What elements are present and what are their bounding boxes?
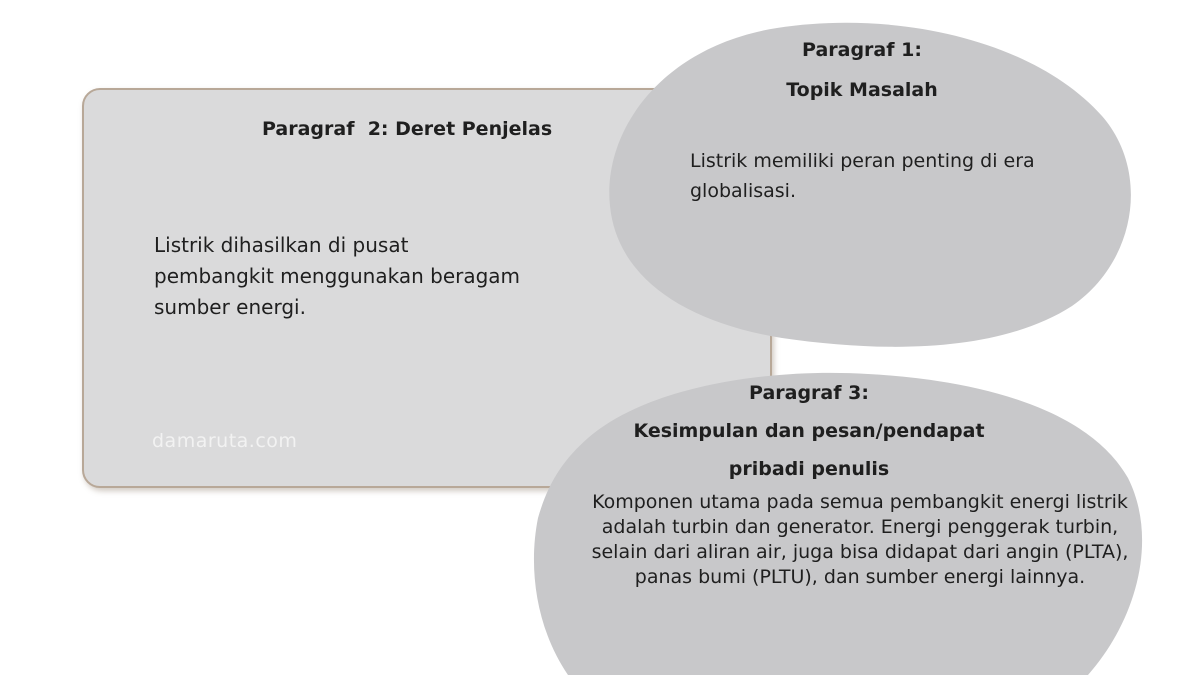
paragraph-3-label: Paragraf 3: bbox=[749, 382, 869, 404]
paragraph-1-topic: Topik Masalah bbox=[786, 79, 938, 101]
paragraph-1-title bbox=[592, 30, 1132, 110]
paragraph-3-heading: Kesimpulan dan pesan/pendapat bbox=[633, 420, 985, 442]
paragraph-2-title: Paragraf 2: Deret Penjelas bbox=[262, 118, 553, 140]
paragraph-2-text: Listrik dihasilkan di pusat pembangkit menggunakan beragam sumber energi. bbox=[154, 233, 521, 319]
paragraph-3-text: Komponen utama pada semua pembangkit energi listrik adalah turbin dan generator. Energi penggerak turbin, selain dari aliran air, juga bisa didapat dari angin (PLTA), panas bumi (PLTU), dan sumber energi lainnya. bbox=[591, 491, 1129, 588]
paragraph-3-subheading: pribadi penulis bbox=[728, 458, 890, 480]
paragraph-1-text: Listrik memiliki peran penting di era globalisasi. bbox=[690, 150, 1035, 202]
watermark: damaruta.com bbox=[152, 430, 298, 452]
paragraph-1-label: Paragraf 1: bbox=[802, 39, 922, 61]
paragraph-3-title bbox=[498, 374, 1120, 488]
paragraph-1-bubble bbox=[602, 16, 1142, 350]
paragraph-3-bubble bbox=[528, 368, 1150, 675]
